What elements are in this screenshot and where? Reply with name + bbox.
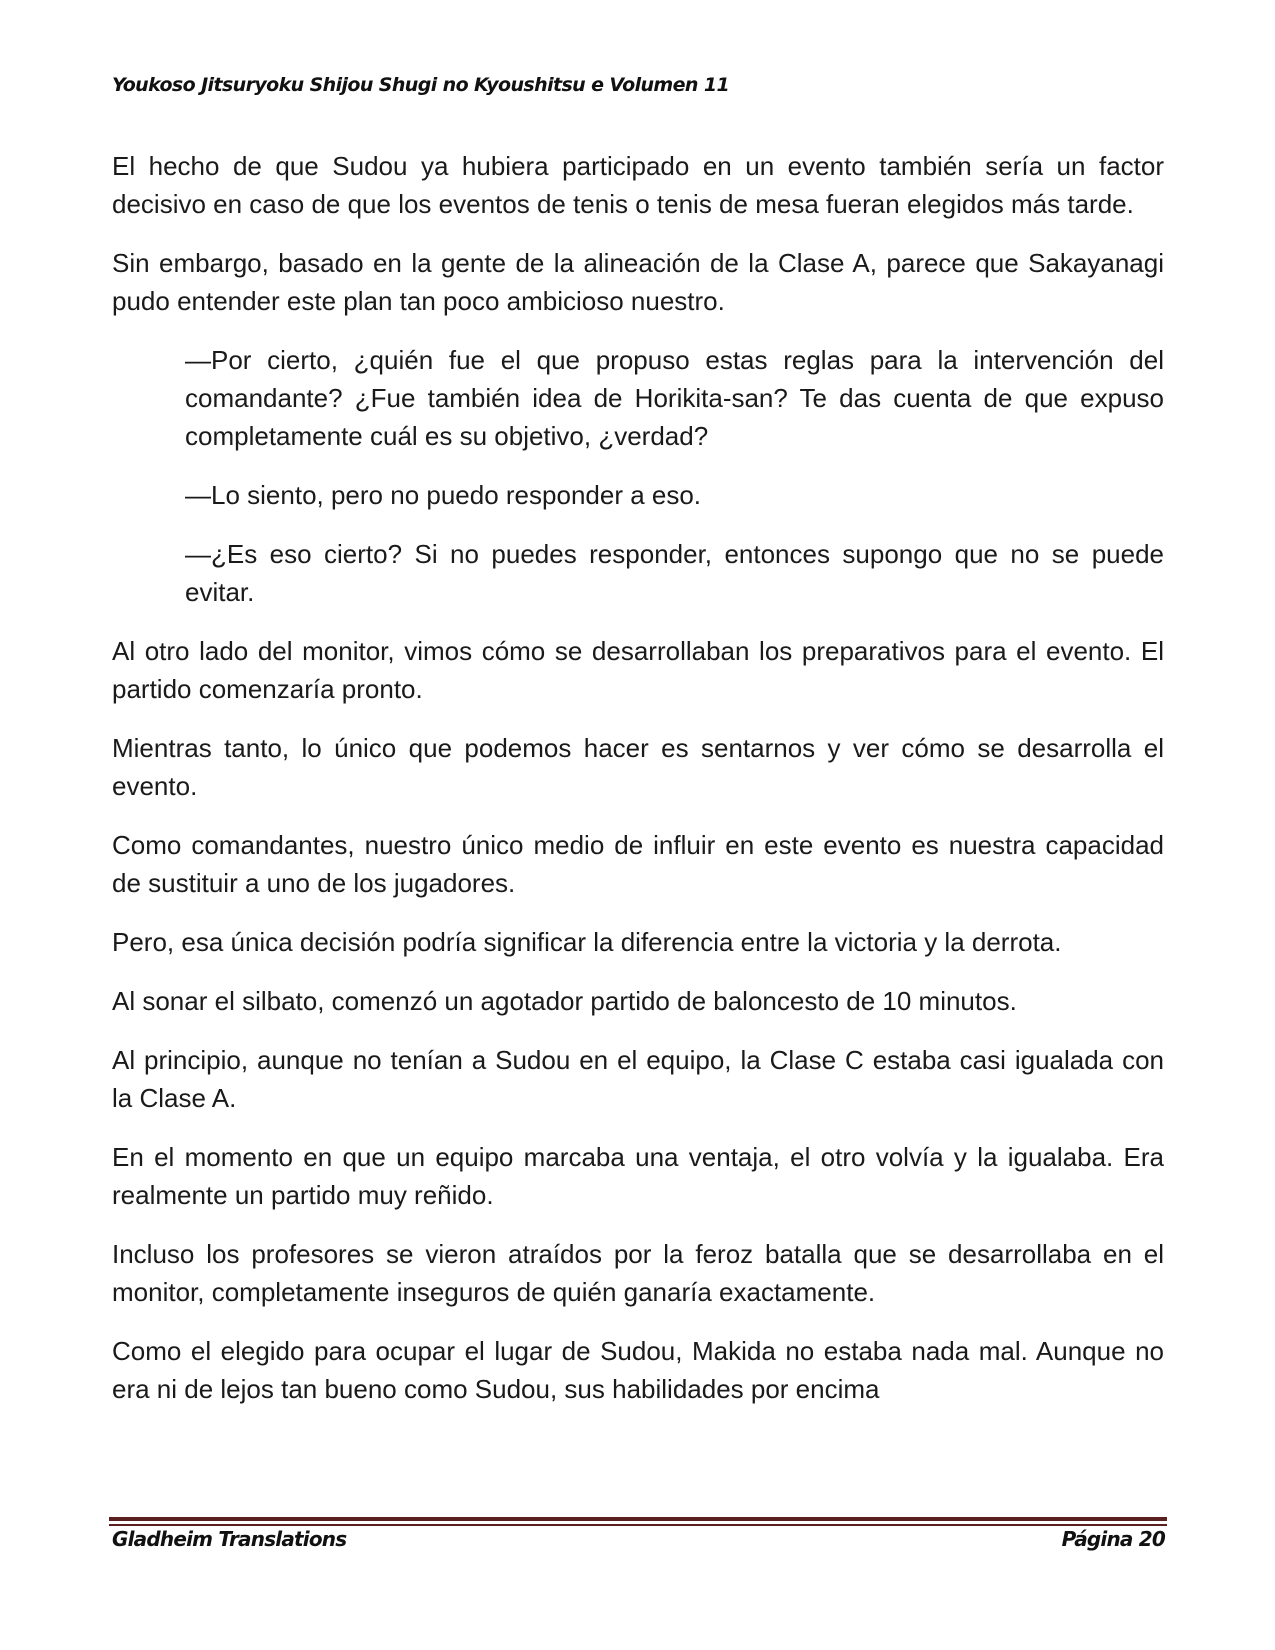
paragraph: Al otro lado del monitor, vimos cómo se desarrollaban los preparativos para el evento. El partido comenzaría pronto. <box>112 636 1164 704</box>
page-number: Página 20 <box>1061 1527 1165 1551</box>
paragraph: En el momento en que un equipo marcaba una ventaja, el otro volvía y la igualaba. Era realmente un partido muy reñido. <box>112 1142 1164 1210</box>
dialogue-paragraph: —Lo siento, pero no puedo responder a eso. <box>185 480 702 510</box>
body-text <box>112 147 1164 1429</box>
paragraph: Como comandantes, nuestro único medio de influir en este evento es nuestra capacidad de sustituir a uno de los jugadores. <box>112 830 1164 898</box>
footer-credit: Gladheim Translations <box>112 1527 347 1551</box>
footer-rule-thin <box>109 1524 1167 1526</box>
paragraph: Al sonar el silbato, comenzó un agotador partido de baloncesto de 10 minutos. <box>112 986 1017 1016</box>
paragraph: Incluso los profesores se vieron atraídos por la feroz batalla que se desarrollaba en el monitor, completamente inseguros de quién ganaría exactamente. <box>112 1239 1164 1307</box>
paragraph: Sin embargo, basado en la gente de la alineación de la Clase A, parece que Sakayanagi pudo entender este plan tan poco ambicioso nuestro. <box>112 248 1164 316</box>
paragraph: El hecho de que Sudou ya hubiera participado en un evento también sería un factor decisivo en caso de que los eventos de tenis o tenis de mesa fueran elegidos más tarde. <box>112 151 1164 219</box>
dialogue-paragraph: —Por cierto, ¿quién fue el que propuso estas reglas para la intervención del comandante? ¿Fue también idea de Horikita-san? Te das cuenta de que expuso completamente cuál es su objetivo, ¿verdad? <box>185 345 1164 451</box>
running-header-title: Youkoso Jitsuryoku Shijou Shugi no Kyoushitsu e Volumen 11 <box>112 74 730 96</box>
footer-rule-thick <box>109 1517 1167 1521</box>
paragraph: Al principio, aunque no tenían a Sudou en el equipo, la Clase C estaba casi igualada con la Clase A. <box>112 1045 1164 1113</box>
paragraph: Pero, esa única decisión podría significar la diferencia entre la victoria y la derrota. <box>112 927 1062 957</box>
paragraph: Como el elegido para ocupar el lugar de Sudou, Makida no estaba nada mal. Aunque no era ni de lejos tan bueno como Sudou, sus habilidades por encima <box>112 1336 1164 1404</box>
dialogue-paragraph: —¿Es eso cierto? Si no puedes responder, entonces supongo que no se puede evitar. <box>185 539 1164 607</box>
paragraph: Mientras tanto, lo único que podemos hacer es sentarnos y ver cómo se desarrolla el evento. <box>112 733 1164 801</box>
